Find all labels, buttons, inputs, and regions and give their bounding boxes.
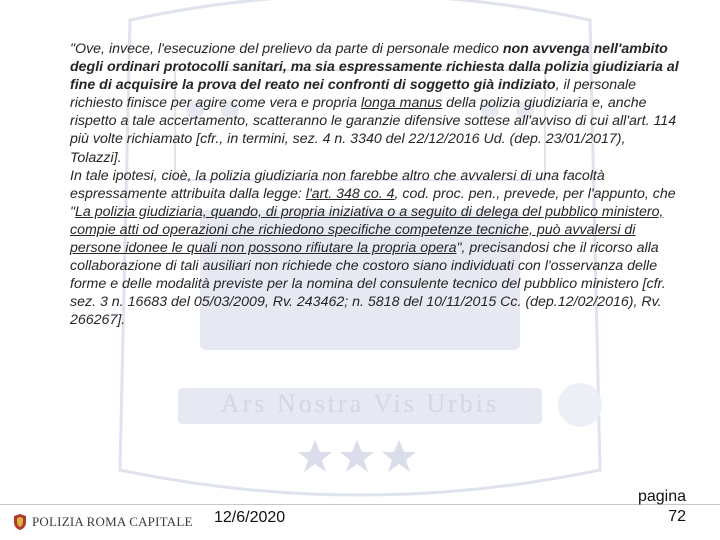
p2-article-reference: l'art. 348 co. 4 [305, 185, 395, 202]
p1-bold-text: non avvenga nell'ambito degli ordinari protocolli sanitari, ma sia espressamente richiesta dalla polizia giudiziaria al fine di acquisire la prova del reato nei confronti di soggetto già indiziato [70, 41, 679, 94]
eu-stars-circle-icon [558, 383, 602, 427]
footer-date: 12/6/2020 [214, 509, 286, 526]
watermark-star-icon [298, 440, 332, 472]
p1-underlined-term: longa manus [360, 95, 443, 112]
watermark-star-icon [382, 440, 416, 472]
watermark-motto: Ars Nostra Vis Urbis [220, 389, 500, 418]
p1-text-2: , il personale richiesto finisce per agire come vera e propria [70, 77, 637, 112]
police-seal-icon [12, 513, 28, 531]
footer-logo [12, 513, 193, 531]
paragraph-2 [70, 167, 680, 330]
page-indicator [638, 487, 686, 527]
p2-text-1: In tale ipotesi, cioè, la polizia giudiziaria non farebbe altro che avvalersi di una facoltà espressamente attribuita dalla legge: [70, 167, 605, 202]
p1-text-1: "Ove, invece, l'esecuzione del prelievo da parte di personale medico [70, 41, 503, 57]
footer-divider [0, 504, 720, 505]
p2-quoted-law: La polizia giudiziaria, quando, di propria iniziativa o a seguito di delega del pubblico ministero, compie atti od operazioni che richiedono specifiche competenze tecniche, può avvalersi di persone idonee le quali non possono rifiutare la propria opera [70, 203, 664, 257]
page-label: pagina [637, 488, 686, 505]
p1-text-3: della polizia giudiziaria e, anche rispetto a tale accertamento, scatteranno le garanzie difensive sottese all'avviso di cui all'art. 114 più volte richiamato [cfr., in termini, sez. 4 n. 3340 del 22/12/2016 Ud. (dep. 23/01/2017), Tolazzi]. [70, 95, 677, 166]
watermark-star-icon [340, 440, 374, 472]
p2-text-3: ", precisandosi che il ricorso alla collaborazione di tali ausiliari non richiede che costoro siano individuati con l'osservanza delle forme e delle modalità previste per la nomina del consulente tecnico del pubblico ministero [cfr. sez. 3 n. 16683 del 05/03/2009, Rv. 243462; n. 5818 del 10/11/2015 Cc. (dep.12/02/2016), Rv. 266267]. [70, 240, 666, 329]
footer-logo-text: POLIZIA ROMA CAPITALE [32, 514, 193, 529]
paragraph-1 [70, 40, 680, 167]
p2-text-2: , cod. proc. pen., prevede, per l'appunto, che " [70, 185, 676, 220]
document-body [70, 40, 680, 330]
page-number: 72 [668, 508, 686, 525]
